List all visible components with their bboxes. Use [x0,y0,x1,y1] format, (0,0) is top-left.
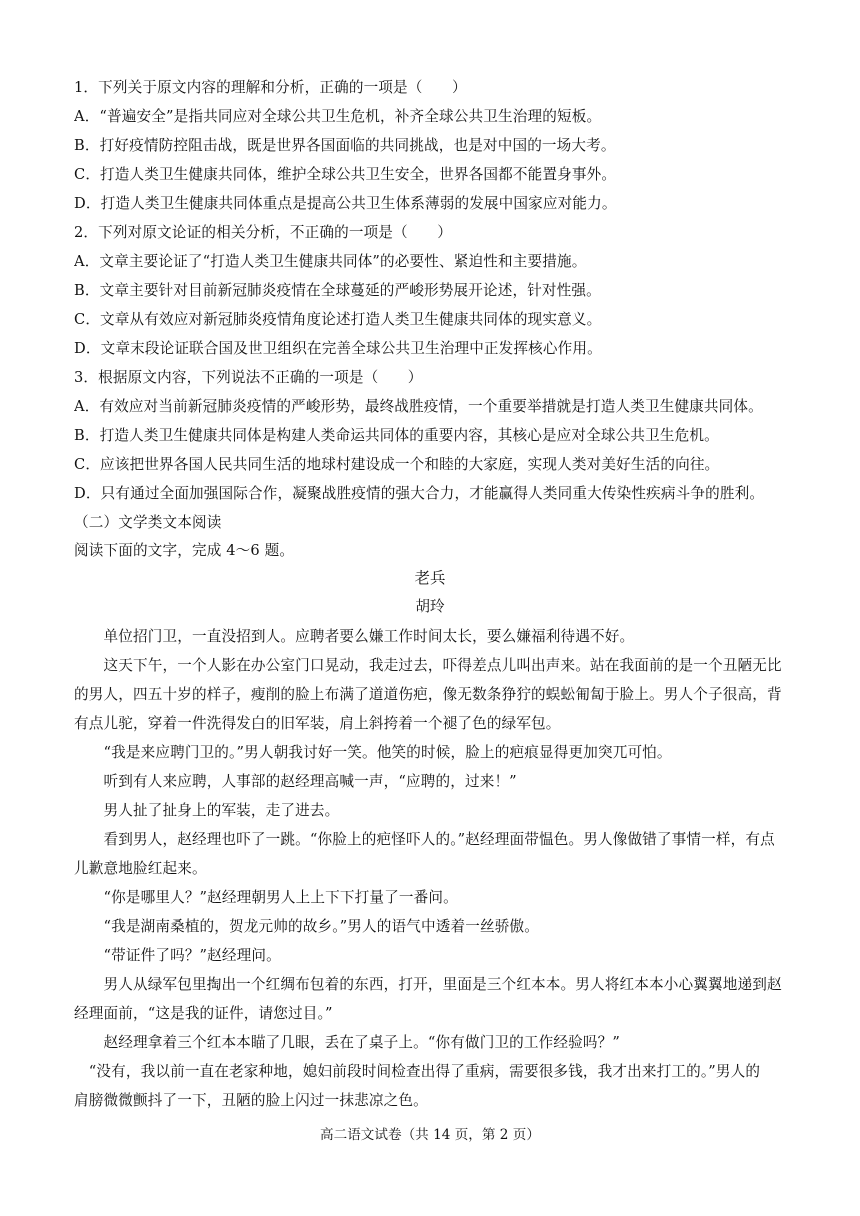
question-2-option-a: A．文章主要论证了“打造人类卫生健康共同体”的必要性、紧迫性和主要措施。 [74,253,587,270]
story-line: “我是湖南桑植的，贺龙元帅的故乡。”男人的语气中透着一丝骄傲。 [74,918,539,935]
story-line: “我是来应聘门卫的。”男人朝我讨好一笑。他笑的时候，脸上的疤痕显得更加突兀可怕。 [74,744,672,761]
story-line: “带证件了吗？”赵经理问。 [74,947,281,964]
story-line: 男人扯了扯身上的军装，走了进去。 [74,802,340,819]
section-heading: （二）文学类文本阅读 [74,514,222,531]
story-line: 这天下午，一个人影在办公室门口晃动，我走过去，吓得差点儿叫出声来。站在我面前的是一个丑陋无比 [74,657,782,674]
section-instruction: 阅读下面的文字，完成 4～6 题。 [74,542,295,559]
question-1-option-a: A．“普遍安全”是指共同应对全球公共卫生危机，补齐全球公共卫生治理的短板。 [74,108,602,125]
story-line: 有点儿驼，穿着一件洗得发白的旧军装，肩上斜挎着一个褪了色的绿军包。 [74,715,561,732]
story-line: 经理面前，“这是我的证件，请您过目。” [74,1005,333,1022]
question-2-option-d: D．文章末段论证联合国及世卫组织在完善全球公共卫生治理中正发挥核心作用。 [74,340,602,357]
story-line: 赵经理拿着三个红本本瞄了几眼，丢在了桌子上。“你有做门卫的工作经验吗？” [74,1034,620,1051]
question-3-option-d: D．只有通过全面加强国际合作，凝聚战胜疫情的强大合力，才能赢得人类同重大传染性疾病斗争的胜利。 [74,485,765,502]
question-2-stem: 2．下列对原文论证的相关分析，不正确的一项是（ ） [74,224,453,241]
question-1-option-c: C．打造人类卫生健康共同体，维护全球公共卫生安全，世界各国都不能置身事外。 [74,166,617,183]
question-1-stem: 1．下列关于原文内容的理解和分析，正确的一项是（ ） [74,79,467,96]
story-title: 老兵 [414,569,446,587]
page-footer: 高二语文试卷（共 14 页，第 2 页） [320,1127,540,1143]
story-line: 儿歉意地脸红起来。 [74,860,207,877]
story-line: 男人从绿军包里掏出一个红绸布包着的东西，打开，里面是三个红本本。男人将红本本小心翼翼地递到赵 [74,976,782,993]
story-line: 听到有人来应聘，人事部的赵经理高喊一声，“应聘的，过来！” [74,773,517,790]
story-line: 肩膀微微颤抖了一下，丑陋的脸上闪过一抹悲凉之色。 [74,1092,428,1109]
story-author: 胡玲 [415,598,445,615]
story-line: “没有，我以前一直在老家种地，媳妇前段时间检查出得了重病，需要很多钱，我才出来打工的。”男人的 [74,1063,761,1080]
question-3-option-a: A．有效应对当前新冠肺炎疫情的严峻形势，最终战胜疫情，一个重要举措就是打造人类卫生健康共同体。 [74,398,763,415]
story-line: 看到男人，赵经理也吓了一跳。“你脸上的疤怪吓人的。”赵经理面带愠色。男人像做错了事情一样，有点 [74,831,775,848]
question-3-stem: 3．根据原文内容，下列说法不正确的一项是（ ） [74,369,423,386]
question-1-option-d: D．打造人类卫生健康共同体重点是提高公共卫生体系薄弱的发展中国家应对能力。 [74,195,617,212]
question-2-option-b: B．文章主要针对目前新冠肺炎疫情在全球蔓延的严峻形势展开论述，针对性强。 [74,282,601,299]
story-line: “你是哪里人？”赵经理朝男人上上下下打量了一番问。 [74,889,458,906]
question-1-option-b: B．打好疫情防控阻击战，既是世界各国面临的共同挑战，也是对中国的一场大考。 [74,137,616,154]
story-line: 单位招门卫，一直没招到人。应聘者要么嫌工作时间太长，要么嫌福利待遇不好。 [74,628,635,645]
question-2-option-c: C．文章从有效应对新冠肺炎疫情角度论述打造人类卫生健康共同体的现实意义。 [74,311,602,328]
question-3-option-b: B．打造人类卫生健康共同体是构建人类命运共同体的重要内容，其核心是应对全球公共卫生危机。 [74,427,719,444]
story-line: 的男人，四五十岁的样子，瘦削的脸上布满了道道伤疤，像无数条狰狞的蜈蚣匍匐于脸上。男人个子很高，背 [74,686,782,703]
question-3-option-c: C．应该把世界各国人民共同生活的地球村建设成一个和睦的大家庭，实现人类对美好生活的向往。 [74,456,720,473]
